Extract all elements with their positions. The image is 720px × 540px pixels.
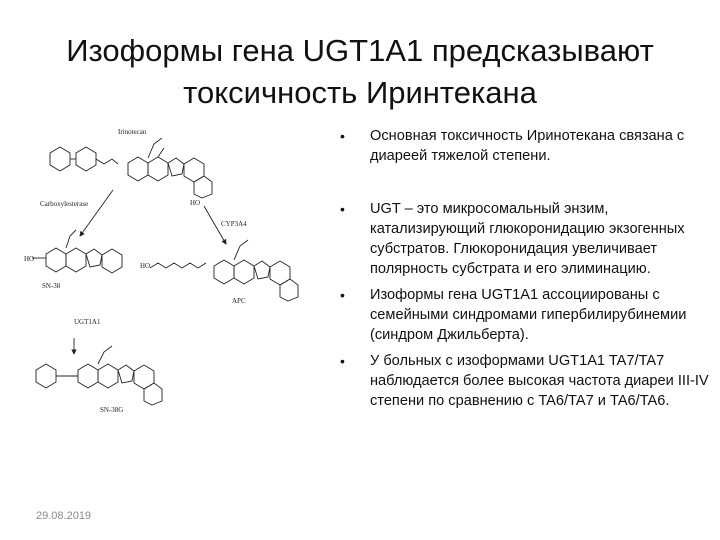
irinotecan-metabolism-diagram xyxy=(18,118,323,448)
bullet-dot-icon: • xyxy=(340,287,345,303)
irinotecan-molecule xyxy=(50,138,212,198)
bullet-dot-icon: • xyxy=(340,201,345,217)
bullet-text: Основная токсичность Иринотекана связана с диареей тяжелой степени. xyxy=(370,128,685,164)
bullet-item xyxy=(340,199,710,279)
bullet-text: У больных с изоформами UGT1A1 TA7/TA7 наблюдается более высокая частота диареи III-IV степени по сравнению с TA6/TA7 и TA6/TA6. xyxy=(370,353,709,409)
svg-text:HO: HO xyxy=(190,199,201,207)
svg-text:HO: HO xyxy=(140,262,151,270)
irinotecan-label: Irinotecan xyxy=(118,128,147,136)
bullet-item xyxy=(340,126,710,166)
sn38-label: SN-38 xyxy=(42,282,61,290)
svg-text:HO: HO xyxy=(24,255,35,263)
sn38g-label: SN-38G xyxy=(100,406,124,414)
apc-label: APC xyxy=(232,297,246,305)
bullet-list xyxy=(340,126,710,411)
ugt1a1-label: UGT1A1 xyxy=(74,318,101,326)
bullet-dot-icon: • xyxy=(340,128,345,144)
bullet-text: Изоформы гена UGT1A1 ассоциированы с семейными синдромами гипербилирубинемии (синдром Джильберта). xyxy=(370,287,687,343)
carboxylesterase-label: Carboxylesterase xyxy=(40,200,89,208)
slide-title-line2: токсичность Иринтекана xyxy=(183,75,537,110)
bullet-item xyxy=(340,285,710,345)
bullet-text: UGT – это микросомальный энзим, катализирующий глюкоронидацию экзогенных субстратов. Глюкоронидация увеличивает полярность субстрата и его элиминацию. xyxy=(370,201,685,277)
cyp3a4-label: CYP3A4 xyxy=(221,220,247,228)
apc-molecule xyxy=(150,240,298,301)
bullet-item xyxy=(340,351,710,411)
sn38g-molecule xyxy=(36,346,162,405)
slide-date: 29.08.2019 xyxy=(36,510,92,522)
sn38-molecule xyxy=(32,230,122,273)
slide-title-line1: Изоформы гена UGT1A1 предсказывают xyxy=(66,33,654,68)
slide-title xyxy=(0,30,720,114)
bullet-dot-icon: • xyxy=(340,353,345,369)
arrow-to-sn38 xyxy=(80,190,113,236)
